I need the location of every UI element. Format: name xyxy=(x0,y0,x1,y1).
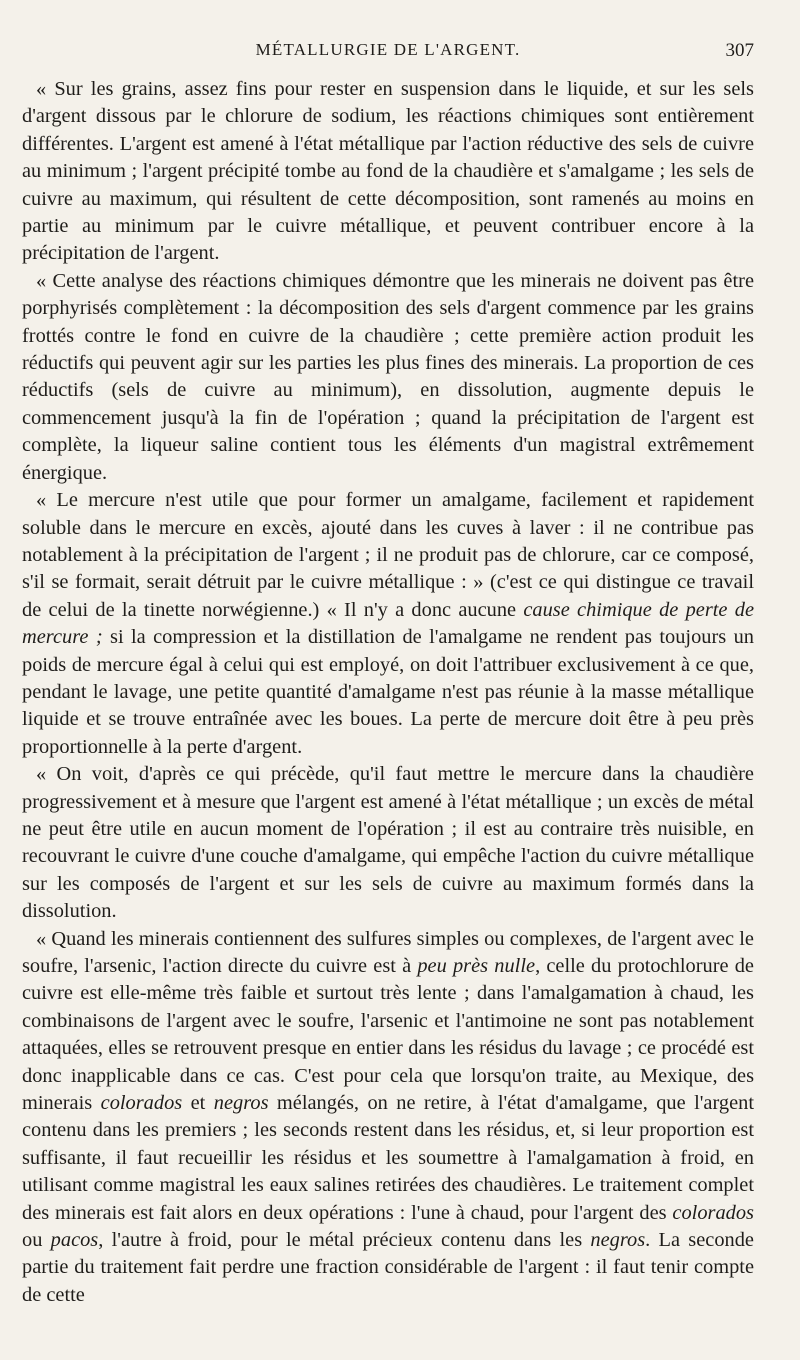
text-run: . La seconde partie du traitement fait perdre une fraction considérable de l'argent : il faut tenir compte de cette xyxy=(22,1229,754,1306)
paragraph xyxy=(22,761,754,925)
text-run: « Le mercure n'est utile que pour former un amalgame, facilement et rapidement soluble dans le mercure en excès, ajouté dans les cuves à laver : il ne contribue pas notablement à la précipitation de l'argent ; il ne produit pas de chlorure, car ce composé, s'il se formait, serait détruit par le cuivre métallique : » (c'est ce qui distingue ce travail de celui de la tinette norwégienne.) « Il n'y a donc aucune xyxy=(22,489,754,621)
page-number: 307 xyxy=(725,40,754,61)
text-run: « On voit, d'après ce qui précède, qu'il faut mettre le mercure dans la chaudière progressivement et à mesure que l'argent est amené à l'état métallique ; un excès de métal ne peut être utile en aucun moment de l'opération ; il est au contraire très nuisible, en recouvrant le cuivre d'une couche d'amalgame, qui empêche l'action du cuivre métallique sur les composés de l'argent et sur les sels de cuivre au maximum formés dans la dissolution. xyxy=(22,763,754,923)
text-run: ou xyxy=(22,1229,51,1252)
text-run: « Cette analyse des réactions chimiques démontre que les minerais ne doivent pas être porphyrisés complètement : la décomposition des sels d'argent commence par les grains frottés contre le fond en cuivre de la chaudière ; cette première action produit les réductifs qui peuvent agir sur les parties les plus fines des minerais. La proportion de ces réductifs (sels de cuivre au minimum), en dissolution, augmente depuis le commencement jusqu'à la fin de l'opération ; quand la précipitation de l'argent est complète, la liqueur saline contient tous les éléments d'un magistral extrêmement énergique. xyxy=(22,269,754,484)
paragraph xyxy=(22,487,754,761)
paragraph xyxy=(22,268,754,487)
text-run: , celle du protochlorure de cuivre est elle-même très faible et surtout très lente ; dans l'amalgamation à chaud, les combinaisons de l'argent avec le soufre, l'arsenic et l'antimoine ne sont pas notablement attaquées, elles se retrouvent presque en entier dans les résidus du lavage ; ce procédé est donc inapplicable dans ce cas. C'est pour cela que lorsqu'on traite, au Mexique, des minerais xyxy=(22,955,754,1115)
italic-run: peu près nulle xyxy=(417,955,536,977)
text-run: « Sur les grains, assez fins pour rester en suspension dans le liquide, et sur les sels d'argent dissous par le chlorure de sodium, les réactions chimiques sont entièrement différentes. L'argent est amené à l'état métallique par l'action réductive des sels de cuivre au minimum ; l'argent précipité tombe au fond de la chaudière et s'amalgame ; les sels de cuivre au maximum, qui résultent de cette décomposition, sont ramenés au moins en partie au minimum par le cuivre métallique, et peuvent contribuer encore à la précipitation de l'argent. xyxy=(22,78,754,265)
italic-run: colorados xyxy=(672,1201,754,1224)
text-run: « Quand les minerais contiennent des sulfures simples ou complexes, de l'argent avec le soufre, l'arsenic, l'action directe du cuivre est à xyxy=(22,927,754,977)
italic-run: cause chimique de perte de mercure ; xyxy=(22,598,754,649)
italic-run: negros xyxy=(213,1092,269,1115)
text-run: , l'autre à froid, pour le métal précieux contenu dans les xyxy=(98,1229,591,1252)
running-title: MÉTALLURGIE DE L'ARGENT. xyxy=(255,40,521,59)
text-run: et xyxy=(182,1092,214,1115)
italic-run: negros xyxy=(590,1229,646,1252)
paragraph xyxy=(22,926,754,1310)
italic-run: pacos xyxy=(50,1229,99,1252)
text-run: si la compression et la distillation de l'amalgame ne rendent pas toujours un poids de mercure égal à celui qui est employé, on doit l'attribuer exclusivement à ce que, pendant le lavage, une petite quantité d'amalgame n'est pas réunie à la masse métallique liquide et se trouve entraînée avec les boues. La perte de mercure doit être à peu près proportionnelle à la perte d'argent. xyxy=(22,626,754,758)
text-run: mélangés, on ne retire, à l'état d'amalgame, que l'argent contenu dans les premiers ; les seconds restent dans les résidus, et, si leur proportion est suffisante, il faut recueillir les résidus et les soumettre à l'amalgamation à froid, en utilisant comme magistral les eaux salines retirées des chaudières. Le traitement complet des minerais est fait alors en deux opérations : l'une à chaud, pour l'argent des xyxy=(22,1092,755,1224)
body-text xyxy=(22,76,754,1309)
italic-run: colorados xyxy=(100,1092,183,1115)
paragraph xyxy=(22,76,754,268)
page-header xyxy=(22,40,754,66)
